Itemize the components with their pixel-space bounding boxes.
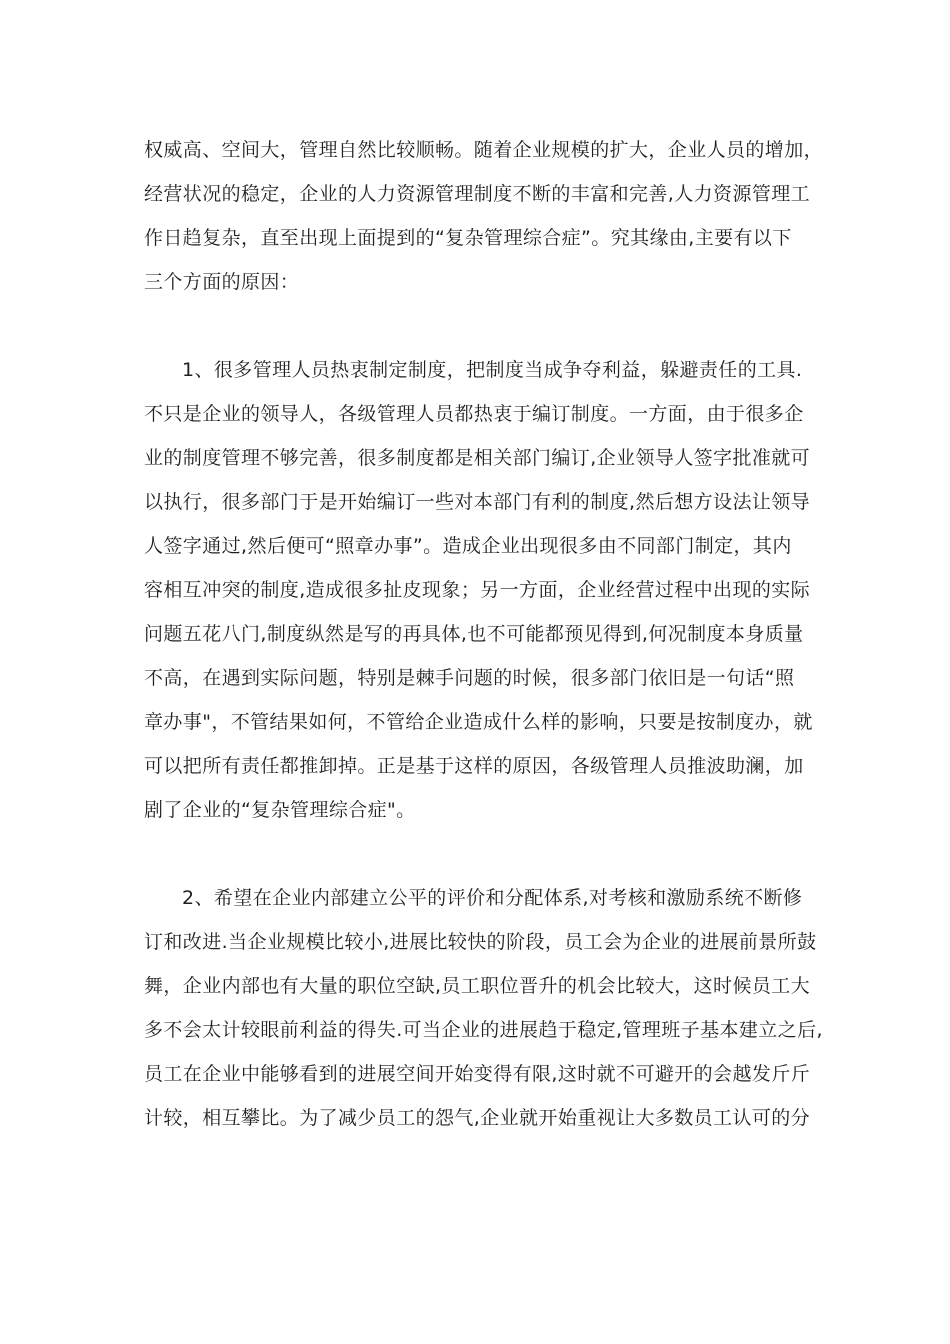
text-line: 人签字通过,然后便可“照章办事”。造成企业出现很多由不同部门制定，其内	[144, 535, 792, 557]
paragraph-reason-1	[144, 348, 813, 832]
text-line: 多不会太计较眼前利益的得失.可当企业的进展趋于稳定,管理班子基本建立之后,	[144, 1019, 823, 1041]
text-line: 业的制度管理不够完善，很多制度都是相关部门编订,企业领导人签字批准就可	[144, 447, 811, 469]
text-line: 1、很多管理人员热衷制定制度，把制度当成争夺利益，躲避责任的工具.	[182, 359, 803, 381]
text-line: 计较，相互攀比。为了减少员工的怨气,企业就开始重视让大多数员工认可的分	[144, 1107, 811, 1129]
text-line: 剧了企业的“复杂管理综合症"。	[144, 799, 416, 821]
text-line: 问题五花八门,制度纵然是写的再具体,也不可能都预见得到,何况制度本身质量	[144, 623, 804, 645]
text-line: 2、希望在企业内部建立公平的评价和分配体系,对考核和激励系统不断修	[182, 887, 803, 909]
text-line: 容相互冲突的制度,造成很多扯皮现象；另一方面，企业经营过程中出现的实际	[144, 579, 811, 601]
text-line: 章办事"，不管结果如何，不管给企业造成什么样的影响，只要是按制度办，就	[144, 711, 813, 733]
text-line: 三个方面的原因：	[144, 271, 300, 293]
text-line: 经营状况的稳定，企业的人力资源管理制度不断的丰富和完善,人力资源管理工	[144, 183, 811, 205]
text-line: 作日趋复杂，直至出现上面提到的“复杂管理综合症”。究其缘由,主要有以下	[144, 227, 792, 249]
text-line: 员工在企业中能够看到的进展空间开始变得有限,这时就不可避开的会越发斤斤	[144, 1063, 811, 1085]
text-line: 以执行，很多部门于是开始编订一些对本部门有利的制度,然后想方设法让领导	[144, 491, 811, 513]
paragraph-intro	[144, 128, 824, 304]
text-line: 不高，在遇到实际问题，特别是棘手问题的时候，很多部门依旧是一句话“照	[144, 667, 795, 689]
document-body	[144, 128, 824, 1140]
text-line: 不只是企业的领导人，各级管理人员都热衷于编订制度。一方面，由于很多企	[144, 403, 804, 425]
text-line: 权威高、空间大，管理自然比较顺畅。随着企业规模的扩大，企业人员的增加，	[144, 139, 824, 161]
paragraph-spacer	[144, 832, 809, 876]
paragraph-reason-2	[144, 876, 823, 1140]
text-line: 订和改进.当企业规模比较小,进展比较快的阶段，员工会为企业的进展前景所鼓	[144, 931, 817, 953]
text-line: 可以把所有责任都推卸掉。正是基于这样的原因，各级管理人员推波助澜，加	[144, 755, 804, 777]
text-line: 舞，企业内部也有大量的职位空缺,员工职位晋升的机会比较大，这时候员工大	[144, 975, 811, 997]
paragraph-spacer	[144, 304, 809, 348]
